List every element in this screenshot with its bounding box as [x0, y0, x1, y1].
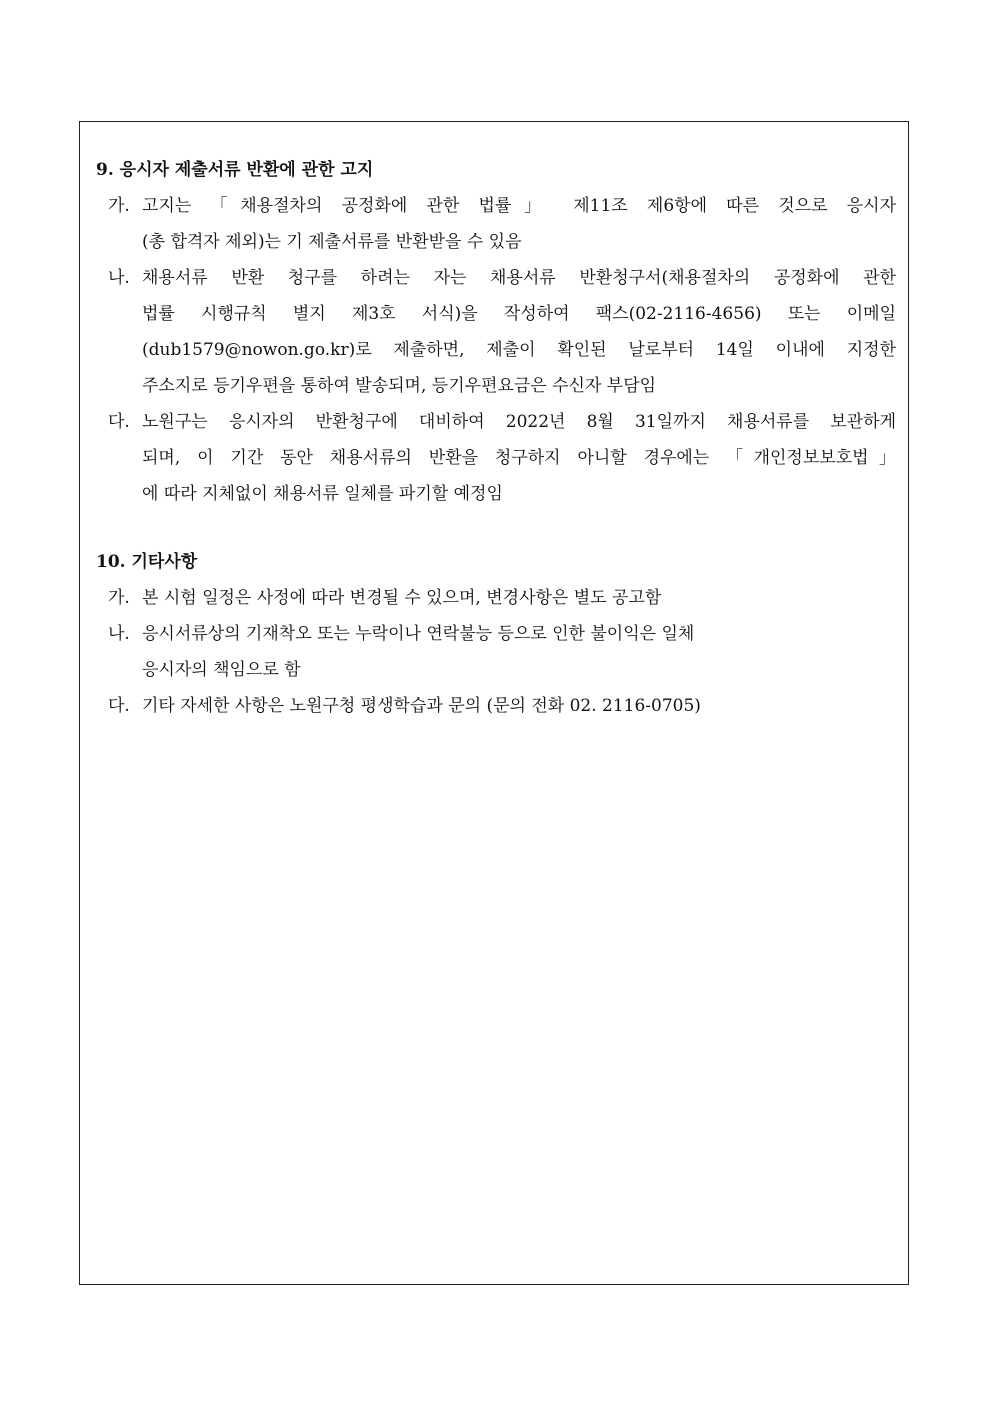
list-item [96, 260, 896, 404]
item-text-line: 법률 시행규칙 별지 제3호 서식)을 작성하여 팩스(02-2116-4656) 또는 이메일 [142, 304, 896, 324]
item-text-line: (총 합격자 제외)는 기 제출서류를 반환받을 수 있음 [142, 232, 522, 252]
item-text-line: 노원구는 응시자의 반환청구에 대비하여 2022년 8월 31일까지 채용서류를 보관하게 [142, 412, 896, 432]
item-marker: 가. [108, 196, 130, 216]
item-marker: 다. [108, 696, 130, 716]
item-marker: 나. [108, 624, 130, 644]
list-item [96, 188, 896, 260]
list-item [96, 404, 896, 512]
item-marker: 나. [108, 268, 130, 288]
item-text-line: 고지는 「채용절차의 공정화에 관한 법률」 제11조 제6항에 따른 것으로 응시자 [142, 196, 896, 216]
list-item [96, 616, 896, 688]
section-return-notice [96, 152, 896, 512]
item-text-line: 주소지로 등기우편을 통하여 발송되며, 등기우편요금은 수신자 부담임 [142, 376, 657, 396]
item-text-line: 에 따라 지체없이 채용서류 일체를 파기할 예정임 [142, 484, 503, 504]
item-text-line: 채용서류 반환 청구를 하려는 자는 채용서류 반환청구서(채용절차의 공정화에 관한 [142, 268, 896, 288]
item-text-line: 응시자의 책임으로 함 [142, 660, 301, 680]
section-heading: 10. 기타사항 [96, 552, 198, 572]
section-other-matters [96, 544, 896, 724]
list-item [96, 580, 896, 616]
section-heading: 9. 응시자 제출서류 반환에 관한 고지 [96, 160, 374, 180]
item-marker: 다. [108, 412, 130, 432]
item-text-line: (dub1579@nowon.go.kr)로 제출하면, 제출이 확인된 날로부터 14일 이내에 지정한 [142, 340, 896, 360]
item-text-line: 기타 자세한 사항은 노원구청 평생학습과 문의 (문의 전화 02. 2116-0705) [142, 696, 701, 716]
item-text-line: 본 시험 일정은 사정에 따라 변경될 수 있으며, 변경사항은 별도 공고함 [142, 588, 662, 608]
item-text-line: 응시서류상의 기재착오 또는 누락이나 연락불능 등으로 인한 불이익은 일체 [142, 624, 695, 644]
document-frame [79, 121, 909, 1285]
item-marker: 가. [108, 588, 130, 608]
list-item [96, 688, 896, 724]
item-text-line: 되며, 이 기간 동안 채용서류의 반환을 청구하지 아니할 경우에는 「개인정보보호법」 [142, 448, 896, 468]
